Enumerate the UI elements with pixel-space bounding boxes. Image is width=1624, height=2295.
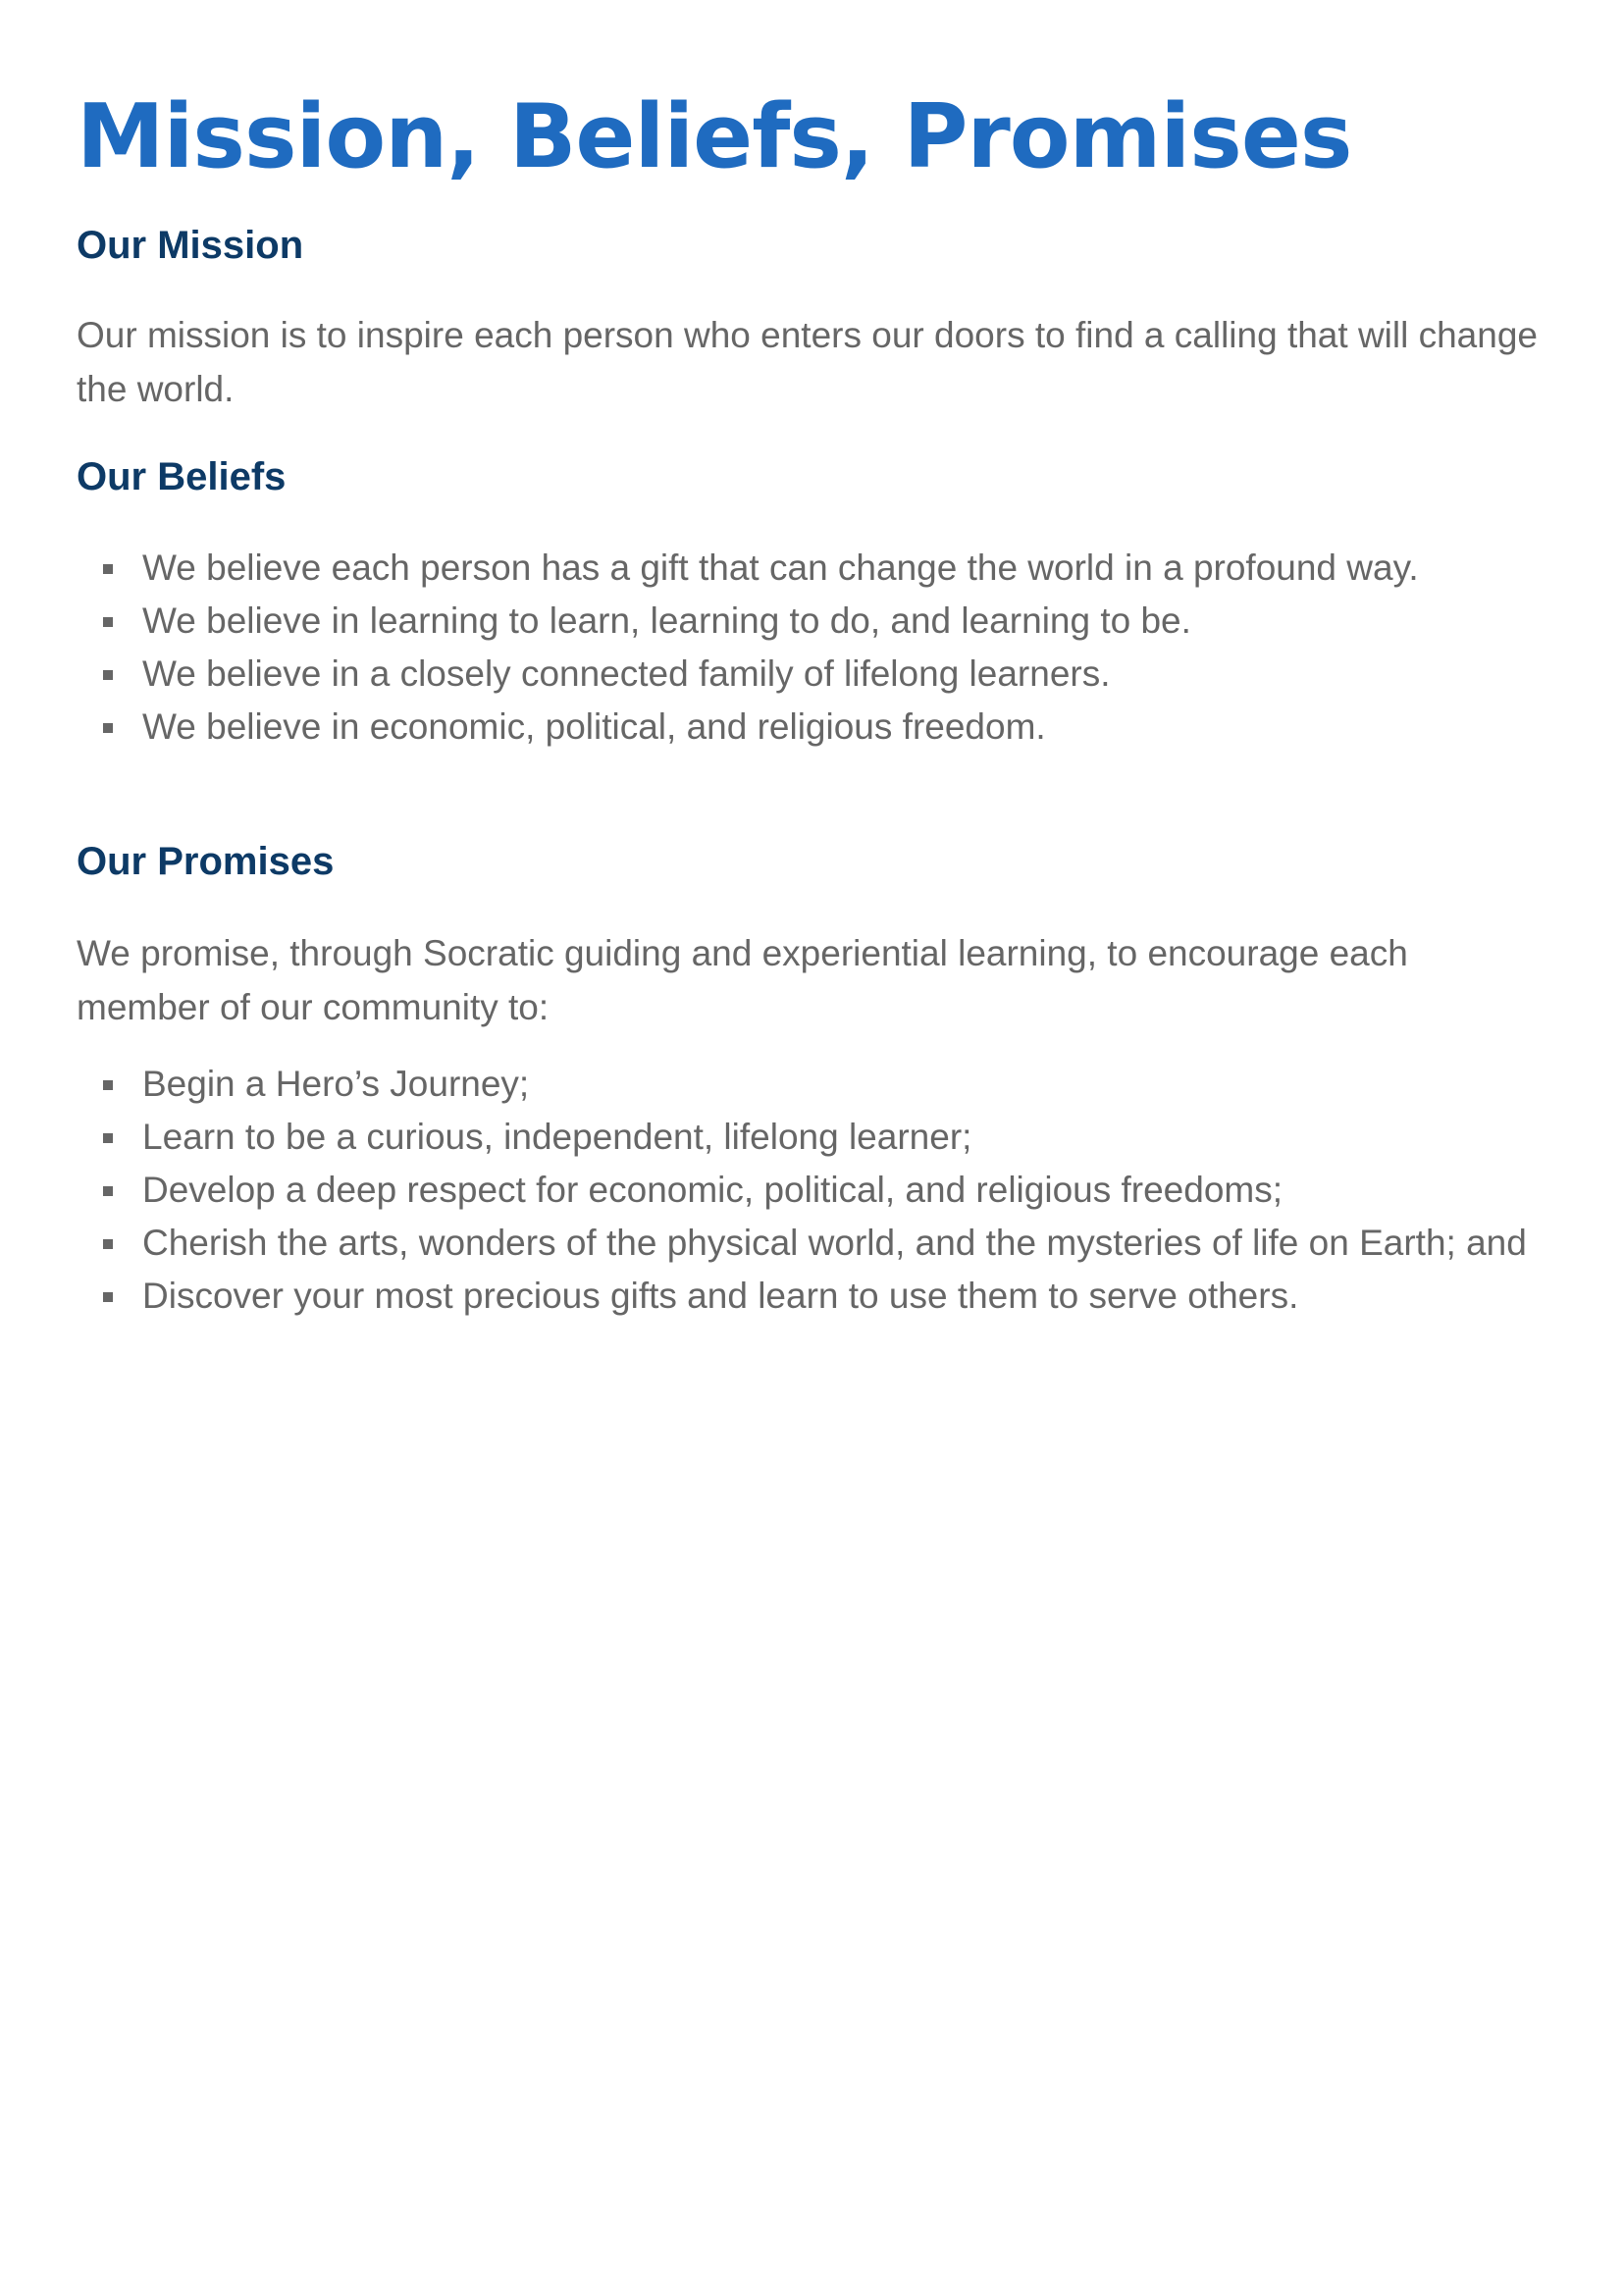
promise-item	[77, 1164, 1548, 1217]
square-bullet-icon	[103, 1133, 113, 1143]
belief-item	[77, 701, 1548, 754]
promise-item-text: Develop a deep respect for economic, political, and religious freedoms;	[142, 1170, 1283, 1210]
belief-item	[77, 595, 1548, 648]
square-bullet-icon	[103, 1292, 113, 1302]
square-bullet-icon	[103, 564, 113, 574]
promises-list	[77, 1058, 1548, 1323]
square-bullet-icon	[103, 617, 113, 627]
square-bullet-icon	[103, 1239, 113, 1249]
belief-item-text: We believe each person has a gift that can change the world in a profound way.	[142, 548, 1419, 588]
belief-item-text: We believe in a closely connected family of lifelong learners.	[142, 653, 1111, 694]
promise-item-text: Cherish the arts, wonders of the physical world, and the mysteries of life on Earth; and	[142, 1223, 1527, 1263]
beliefs-list	[77, 542, 1548, 754]
promises-intro: We promise, through Socratic guiding and experiential learning, to encourage each member of our community to:	[77, 933, 1408, 1027]
promise-item	[77, 1058, 1548, 1111]
promise-item	[77, 1111, 1548, 1164]
promise-item-text: Learn to be a curious, independent, lifelong learner;	[142, 1117, 972, 1157]
square-bullet-icon	[103, 723, 113, 733]
beliefs-heading: Our Beliefs	[77, 455, 287, 498]
square-bullet-icon	[103, 1080, 113, 1090]
mission-text: Our mission is to inspire each person who enters our doors to find a calling that will change the world.	[77, 315, 1538, 409]
belief-item-text: We believe in learning to learn, learning to do, and learning to be.	[142, 600, 1191, 641]
belief-item	[77, 542, 1548, 595]
promise-item	[77, 1270, 1548, 1323]
promises-heading: Our Promises	[77, 840, 335, 883]
belief-item-text: We believe in economic, political, and religious freedom.	[142, 706, 1046, 747]
belief-item	[77, 648, 1548, 701]
square-bullet-icon	[103, 1186, 113, 1196]
mission-heading: Our Mission	[77, 224, 304, 267]
promise-item-text: Discover your most precious gifts and learn to use them to serve others.	[142, 1276, 1299, 1316]
square-bullet-icon	[103, 670, 113, 680]
document-page	[77, 0, 1548, 1323]
promise-item	[77, 1217, 1548, 1270]
promise-item-text: Begin a Hero’s Journey;	[142, 1064, 530, 1104]
page-title: Mission, Beliefs, Promises	[77, 85, 1352, 188]
